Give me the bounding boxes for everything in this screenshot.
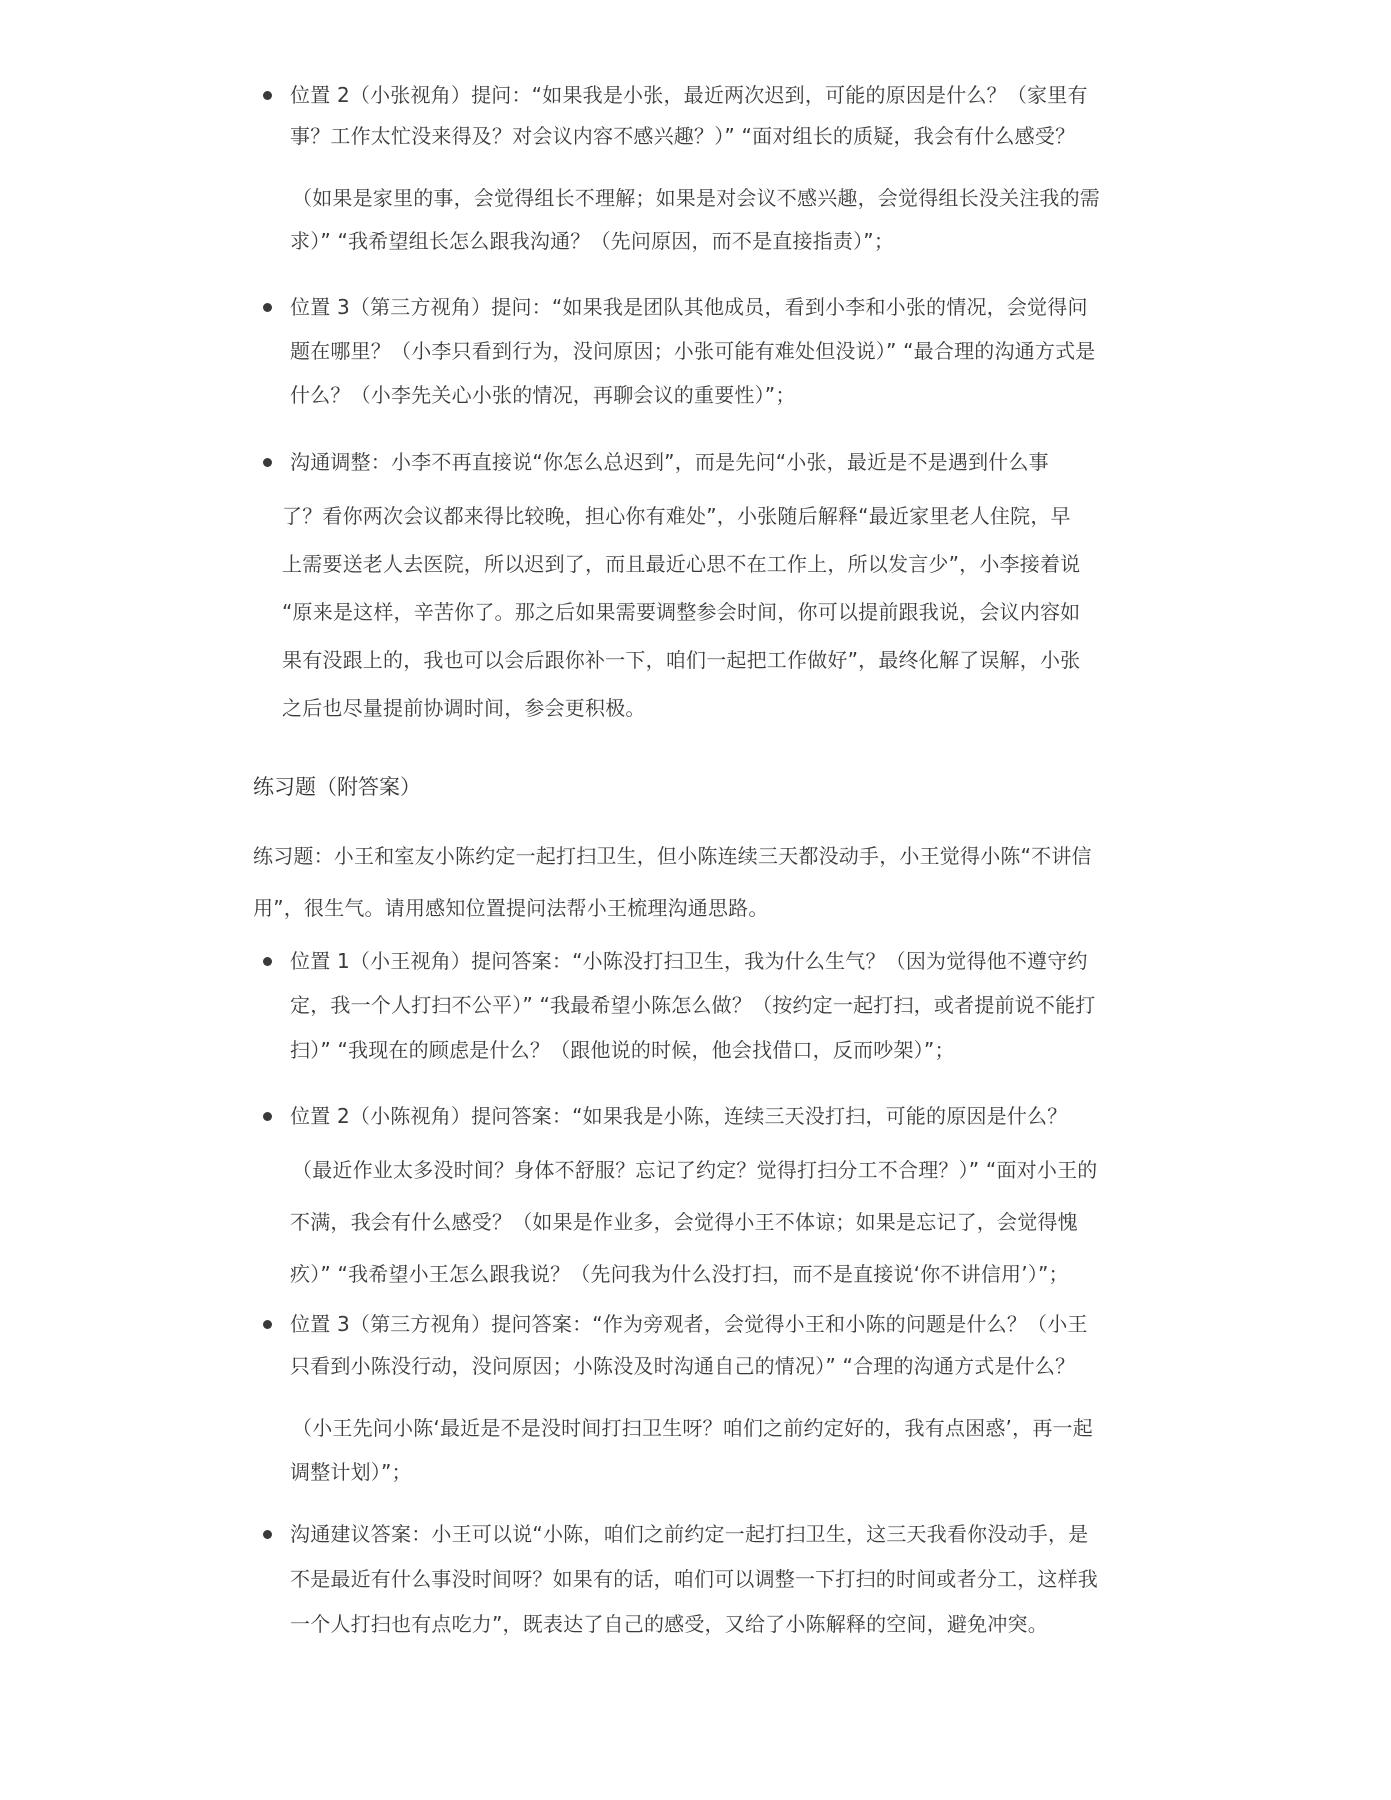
text-line: 不满，我会有什么感受？（如果是作业多，会觉得小王不体谅；如果是忘记了，会觉得愧: [290, 1210, 1078, 1234]
bullet-marker: [263, 91, 272, 100]
bullet-marker: [263, 1112, 272, 1121]
text-line: 求）” “我希望组长怎么跟我沟通？（先问原因，而不是直接指责）”；: [290, 229, 895, 253]
text-line: 练习题：小王和室友小陈约定一起打扫卫生，但小陈连续三天都没动手，小王觉得小陈“不讲信: [253, 844, 1092, 868]
text-line: 事？工作太忙没来得及？对会议内容不感兴趣？）” “面对组长的质疑，我会有什么感受？: [290, 124, 1076, 148]
text-line: 位置 3（第三方视角）提问答案：“作为旁观者，会觉得小王和小陈的问题是什么？（小王: [290, 1312, 1088, 1336]
text-line: 疚）” “我希望小王怎么跟我说？（先问我为什么没打扫，而不是直接说‘你不讲信用’）”；: [290, 1262, 1069, 1286]
text-line: 沟通建议答案：小王可以说“小陈，咱们之前约定一起打扫卫生，这三天我看你没动手，是: [290, 1522, 1089, 1546]
text-line: 位置 2（小张视角）提问：“如果我是小张，最近两次迟到，可能的原因是什么？（家里有: [290, 83, 1088, 107]
text-line: 了？看你两次会议都来得比较晚，担心你有难处”，小张随后解释“最近家里老人住院，早: [282, 504, 1071, 528]
text-line: 之后也尽量提前协调时间，参会更积极。: [282, 696, 646, 720]
text-line: 位置 3（第三方视角）提问：“如果我是团队其他成员，看到小李和小张的情况，会觉得问: [290, 295, 1088, 319]
section-heading: 练习题（附答案）: [253, 775, 421, 799]
text-line: 扫）” “我现在的顾虑是什么？（跟他说的时候，他会找借口，反而吵架）”；: [290, 1038, 955, 1062]
bullet-marker: [263, 303, 272, 312]
text-line: 调整计划）”；: [290, 1460, 412, 1484]
text-line: （如果是家里的事，会觉得组长不理解；如果是对会议不感兴趣，会觉得组长没关注我的需: [292, 186, 1100, 210]
text-line: 一个人打扫也有点吃力”，既表达了自己的感受，又给了小陈解释的空间，避免冲突。: [290, 1612, 1048, 1636]
bullet-marker: [263, 957, 272, 966]
text-line: 用”，很生气。请用感知位置提问法帮小王梳理沟通思路。: [253, 896, 769, 920]
text-line: 只看到小陈没行动，没问原因；小陈没及时沟通自己的情况）” “合理的沟通方式是什么？: [290, 1354, 1076, 1378]
text-line: （小王先问小陈‘最近是不是没时间打扫卫生呀？咱们之前约定好的，我有点困惑’，再一起: [292, 1416, 1093, 1440]
text-line: （最近作业太多没时间？身体不舒服？忘记了约定？觉得打扫分工不合理？）” “面对小王的: [292, 1158, 1098, 1182]
text-line: 果有没跟上的，我也可以会后跟你补一下，咱们一起把工作做好”，最终化解了误解，小张: [282, 648, 1081, 672]
text-line: “原来是这样，辛苦你了。那之后如果需要调整参会时间，你可以提前跟我说，会议内容如: [282, 600, 1081, 624]
bullet-marker: [263, 1530, 272, 1539]
text-line: 定，我一个人打扫不公平）” “我最希望小陈怎么做？（按约定一起打扫，或者提前说不能打: [290, 993, 1096, 1017]
text-line: 沟通调整：小李不再直接说“你怎么总迟到”，而是先问“小张，最近是不是遇到什么事: [290, 450, 1049, 474]
text-line: 什么？（小李先关心小张的情况，再聊会议的重要性）”；: [290, 383, 796, 407]
text-line: 位置 2（小陈视角）提问答案：“如果我是小陈，连续三天没打扫，可能的原因是什么？: [290, 1104, 1068, 1128]
bullet-marker: [263, 1320, 272, 1329]
text-line: 位置 1（小王视角）提问答案：“小陈没打扫卫生，我为什么生气？（因为觉得他不遵守约: [290, 949, 1088, 973]
text-line: 上需要送老人去医院，所以迟到了，而且最近心思不在工作上，所以发言少”，小李接着说: [282, 552, 1081, 576]
bullet-marker: [263, 458, 272, 467]
text-line: 题在哪里？（小李只看到行为，没问原因；小张可能有难处但没说）” “最合理的沟通方式是: [290, 339, 1096, 363]
text-line: 不是最近有什么事没时间呀？如果有的话，咱们可以调整一下打扫的时间或者分工，这样我: [290, 1567, 1098, 1591]
